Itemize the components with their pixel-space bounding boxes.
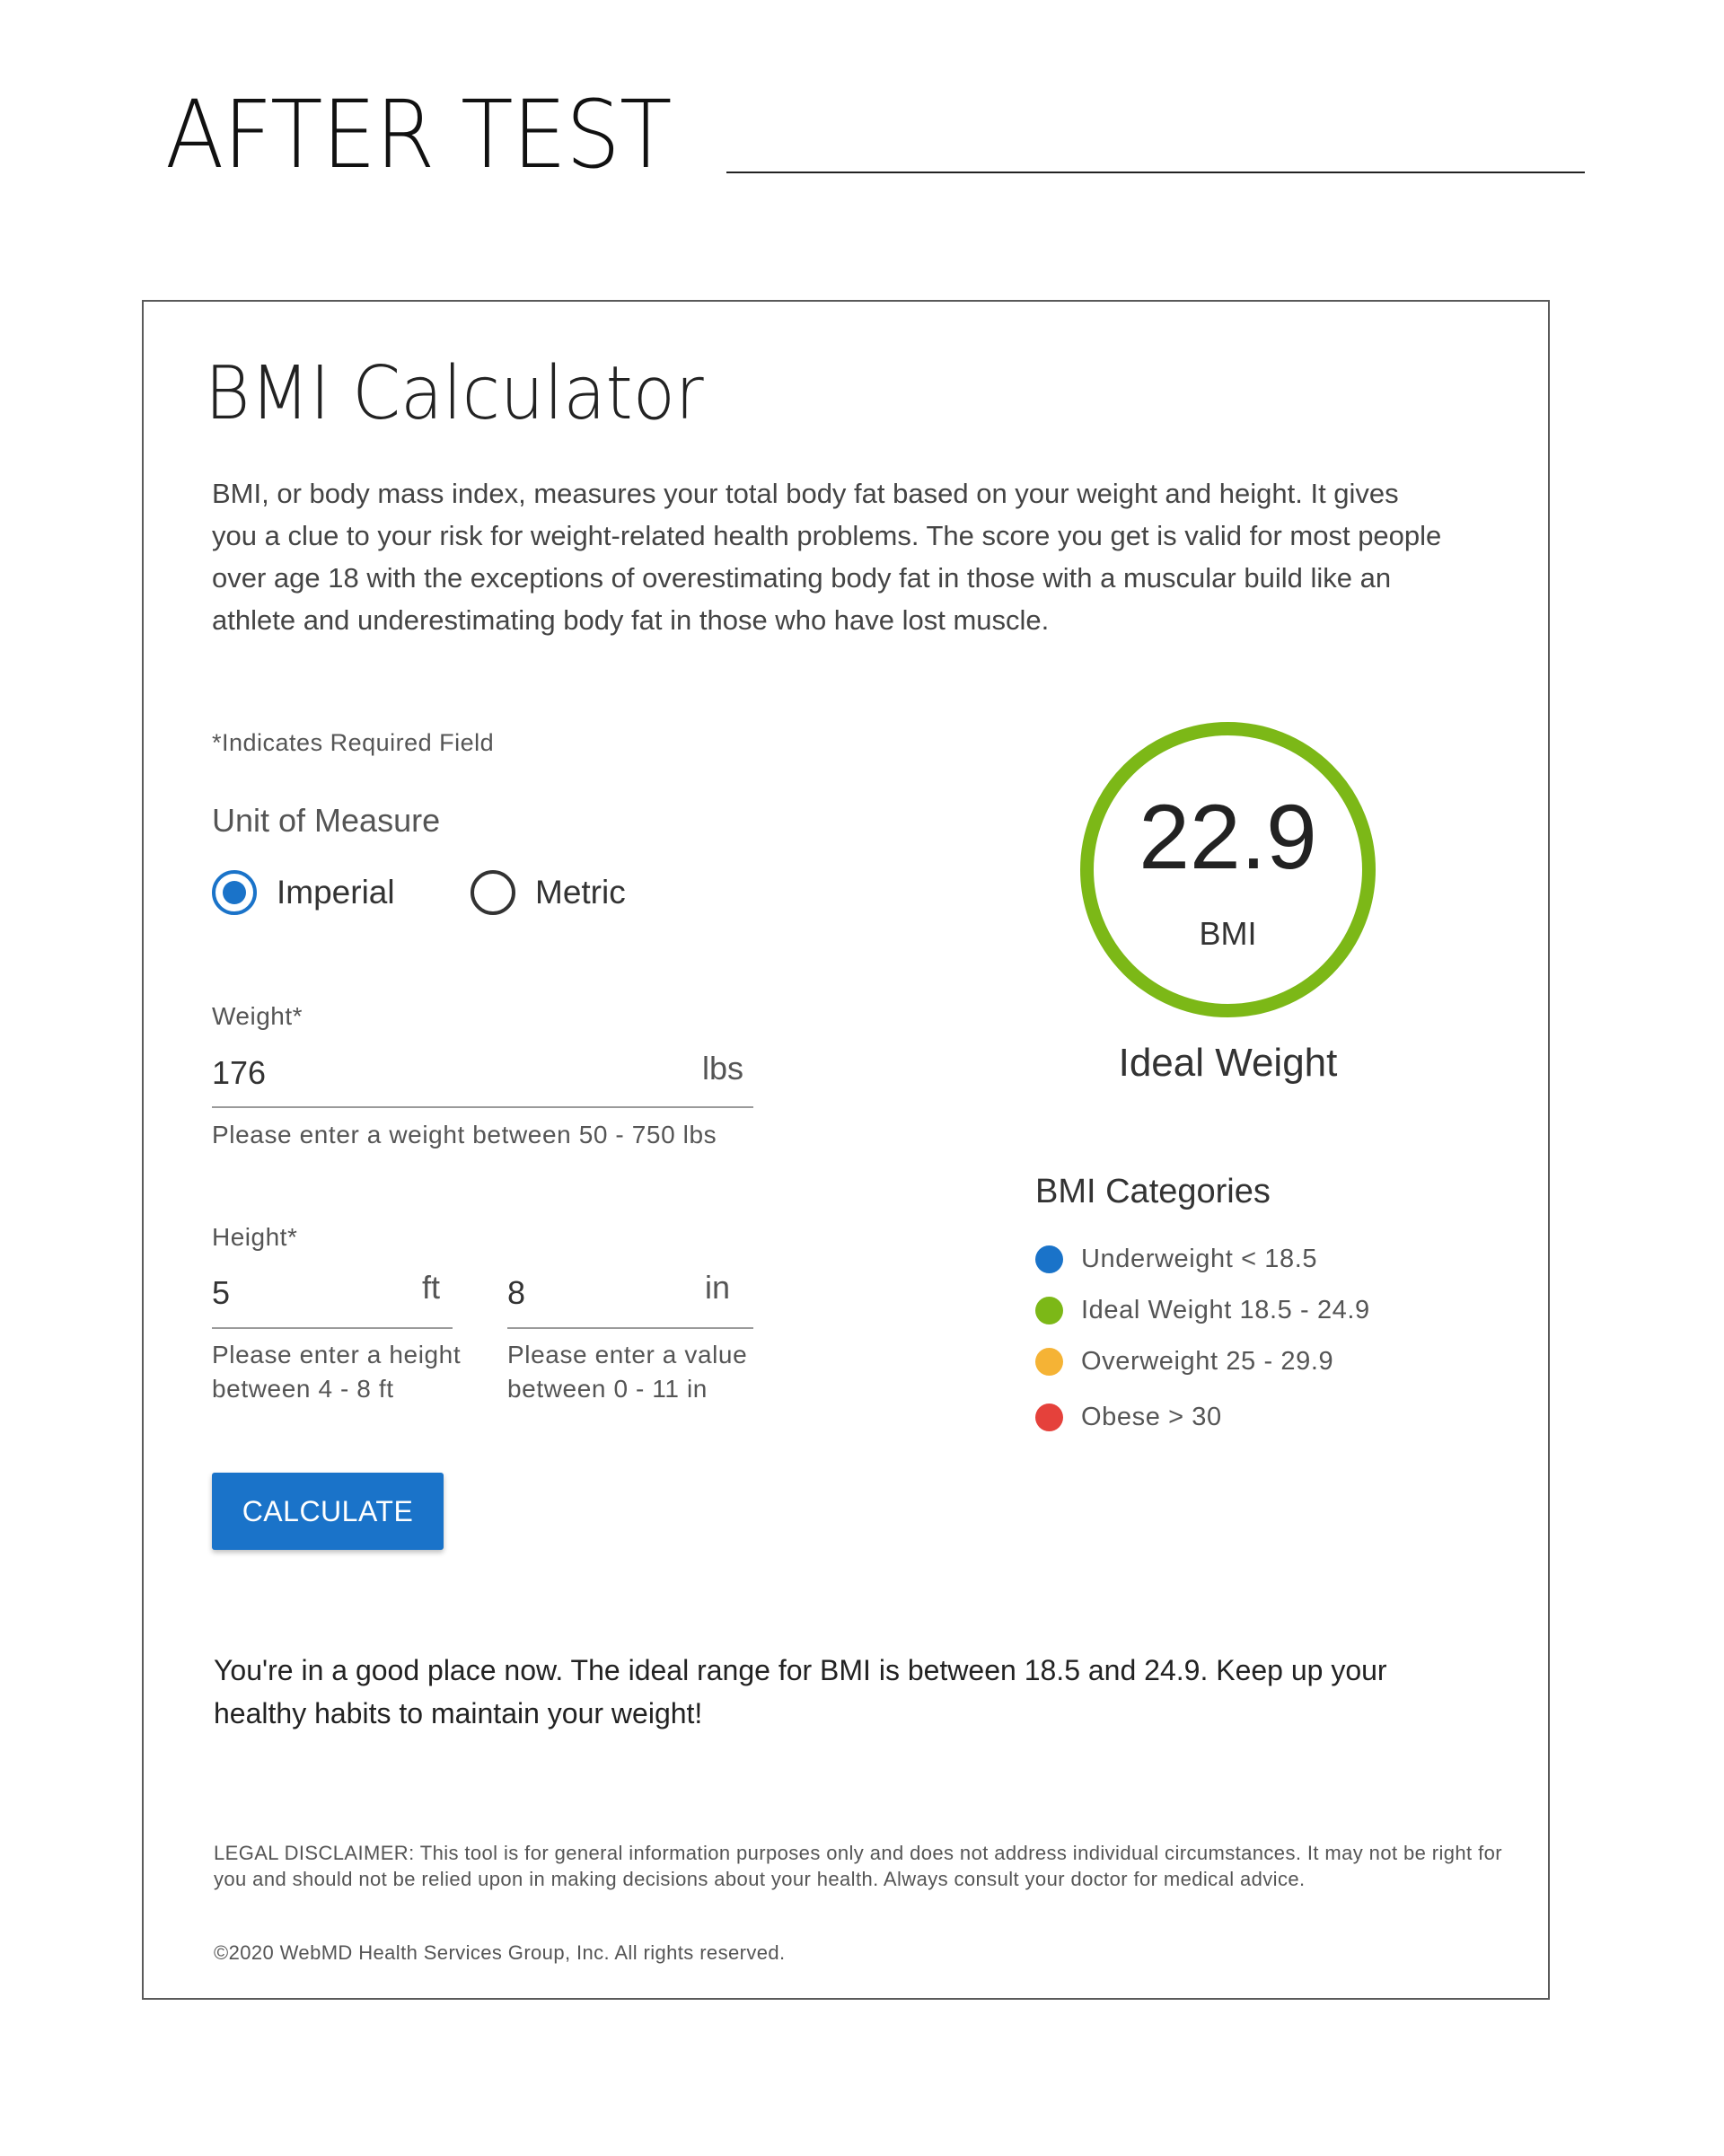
metric-radio[interactable] — [471, 870, 626, 915]
height-inches-input[interactable]: 8 — [507, 1274, 526, 1311]
weight-help-text: Please enter a weight between 50 - 750 lbs — [212, 1121, 717, 1148]
result-advice: You're in a good place now. The ideal range for BMI is between 18.5 and 24.9. Keep up your healthy habits to maintain your weight! — [214, 1654, 1387, 1729]
category-item-underweight — [1035, 1245, 1317, 1274]
page-heading: AFTER TEST — [165, 80, 672, 189]
weight-unit: lbs — [702, 1050, 744, 1087]
bmi-category-result: Ideal Weight — [1118, 1041, 1338, 1085]
calculate-button[interactable]: CALCULATE — [212, 1473, 444, 1550]
category-item-overweight — [1035, 1347, 1333, 1377]
height-inches-underline — [507, 1327, 753, 1329]
unit-of-measure-label: Unit of Measure — [212, 802, 441, 839]
required-field-note: *Indicates Required Field — [212, 729, 495, 756]
bmi-value: 22.9 — [1139, 786, 1317, 888]
height-inches-help-line: between 0 - 11 in — [507, 1375, 708, 1403]
height-feet-help-line: between 4 - 8 ft — [212, 1375, 394, 1403]
weight-label: Weight* — [212, 1002, 303, 1030]
imperial-radio[interactable] — [212, 870, 395, 915]
overweight-dot-icon — [1035, 1348, 1063, 1376]
category-item-ideal — [1035, 1296, 1370, 1325]
weight-input-underline — [212, 1106, 753, 1108]
category-label: Overweight 25 - 29.9 — [1081, 1347, 1334, 1376]
height-inches-unit: in — [705, 1269, 731, 1306]
category-label: Obese > 30 — [1081, 1403, 1222, 1431]
height-inches-help — [507, 1338, 747, 1406]
metric-radio-label[interactable]: Metric — [535, 874, 626, 911]
height-feet-unit: ft — [422, 1269, 441, 1306]
radio-unchecked-icon[interactable] — [471, 870, 515, 915]
category-label: Ideal Weight 18.5 - 24.9 — [1081, 1296, 1370, 1324]
bmi-categories-title: BMI Categories — [1035, 1173, 1271, 1210]
height-label: Height* — [212, 1223, 298, 1251]
radio-checked-icon[interactable] — [212, 870, 257, 915]
height-feet-help — [212, 1338, 461, 1406]
ideal-weight-dot-icon — [1035, 1297, 1063, 1324]
intro-text: BMI, or body mass index, measures your total body fat based on your weight and height. It gives you a clue to your risk for weight-related health problems. The score you get is valid for most people over age 18 with the exceptions of overestimating body fat in those with a muscular build like an athlete and underestimating body fat in those who have lost muscle. — [212, 478, 1442, 636]
copyright: ©2020 WebMD Health Services Group, Inc. All rights reserved. — [214, 1941, 786, 1964]
heading-underline — [726, 172, 1585, 173]
calculator-title: BMI Calculator — [205, 351, 704, 436]
obese-dot-icon — [1035, 1404, 1063, 1431]
category-label: Underweight < 18.5 — [1081, 1245, 1318, 1273]
legal-disclaimer: LEGAL DISCLAIMER: This tool is for general information purposes only and does not address individual circumstances. It may not be right for you and should not be relied upon in making decisions about your health. Always consult your doctor for medical advice. — [214, 1842, 1502, 1890]
weight-input[interactable]: 176 — [212, 1054, 267, 1091]
height-inches-help-line: Please enter a value — [507, 1341, 748, 1368]
bmi-calculator-card — [142, 300, 1550, 2000]
imperial-radio-label[interactable]: Imperial — [277, 874, 395, 911]
category-item-obese — [1035, 1403, 1222, 1432]
height-feet-help-line: Please enter a height — [212, 1341, 462, 1368]
height-feet-input[interactable]: 5 — [212, 1274, 231, 1311]
bmi-label: BMI — [1199, 915, 1257, 952]
underweight-dot-icon — [1035, 1245, 1063, 1273]
height-feet-underline — [212, 1327, 453, 1329]
